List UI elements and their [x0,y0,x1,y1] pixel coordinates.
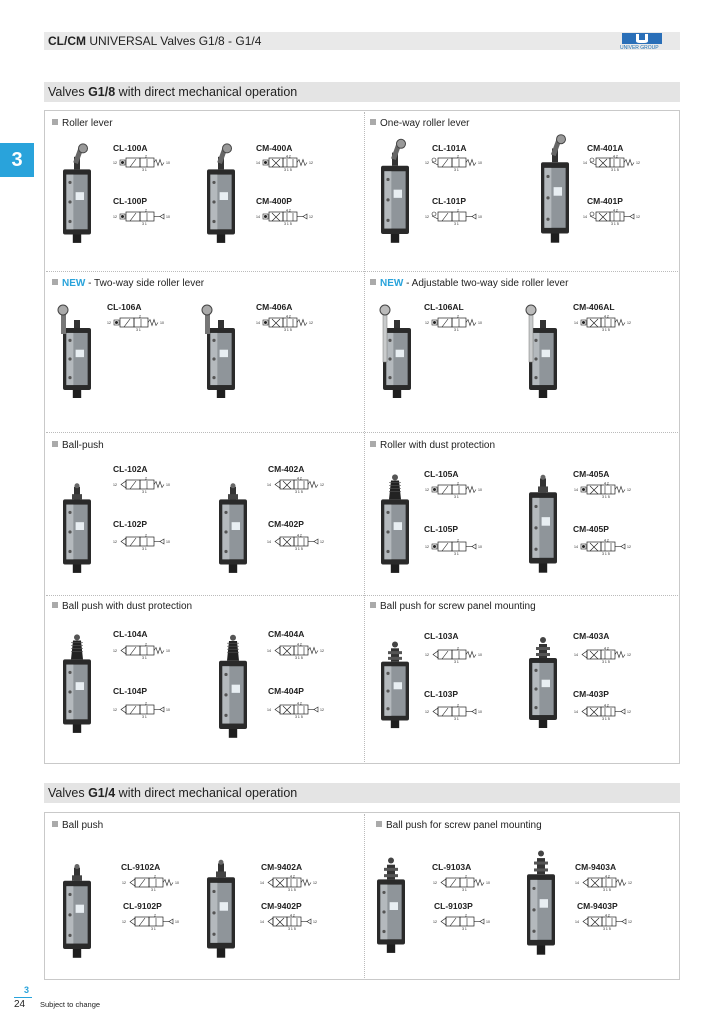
product-code: CM-9403P [577,901,618,911]
svg-text:4 2: 4 2 [604,646,609,651]
svg-text:3 1 5: 3 1 5 [602,552,610,556]
valve-symbol-3-2 [112,475,178,497]
svg-text:14: 14 [574,710,578,714]
svg-text:3 1 5: 3 1 5 [284,222,292,226]
valve-symbol-5-2 [266,532,332,554]
svg-text:10: 10 [486,881,490,885]
valve-photo [196,845,246,960]
svg-text:12: 12 [320,708,324,712]
svg-text:10: 10 [160,321,164,325]
svg-text:3 1: 3 1 [142,656,147,660]
svg-text:10: 10 [478,710,482,714]
valve-photo [208,470,258,575]
valve-symbol-5-2 [574,912,640,934]
valve-symbol-3-2 [432,912,498,934]
svg-text:12: 12 [113,161,117,165]
svg-text:4 2: 4 2 [286,314,291,319]
svg-text:3 1: 3 1 [142,168,147,172]
valve-photo [366,850,416,955]
svg-text:12: 12 [627,710,631,714]
svg-text:3 1: 3 1 [142,222,147,226]
svg-text:10: 10 [486,920,490,924]
svg-text:4 2: 4 2 [604,314,609,319]
svg-text:4 2: 4 2 [286,208,291,213]
svg-text:12: 12 [425,215,429,219]
svg-text:14: 14 [256,215,260,219]
svg-text:12: 12 [627,653,631,657]
product-code: CL-9103P [434,901,473,911]
svg-text:3 1 5: 3 1 5 [602,495,610,499]
cell-title: One-way roller lever [370,118,469,129]
product-code: CM-403A [573,631,610,641]
svg-text:3 1: 3 1 [454,717,459,721]
valve-photo [196,140,246,245]
svg-text:12: 12 [313,881,317,885]
svg-text:12: 12 [628,920,632,924]
svg-text:2: 2 [145,642,147,647]
footer-rule [14,997,32,998]
svg-text:10: 10 [166,540,170,544]
svg-text:3 1 5: 3 1 5 [611,168,619,172]
valve-symbol-5-2 [573,645,639,667]
product-code: CL-9103A [432,862,472,872]
svg-text:3 1: 3 1 [462,927,467,931]
product-code: CM-405A [573,469,610,479]
svg-text:2: 2 [457,703,459,708]
svg-text:12: 12 [309,321,313,325]
cell-title: Roller lever [52,118,113,129]
svg-text:10: 10 [175,920,179,924]
svg-text:10: 10 [478,321,482,325]
svg-text:3 1 5: 3 1 5 [295,656,303,660]
svg-text:2: 2 [154,913,156,918]
svg-text:3 1 5: 3 1 5 [288,927,296,931]
svg-text:2: 2 [457,314,459,319]
cell-title: Ball push with dust protection [52,601,192,612]
valve-symbol-5-2 [255,207,321,229]
valve-symbol-5-2 [255,313,321,335]
svg-text:12: 12 [113,483,117,487]
valve-symbol-3-2 [106,313,172,335]
product-code: CM-400P [256,196,292,206]
product-code: CL-104A [113,629,148,639]
svg-text:3 1 5: 3 1 5 [602,328,610,332]
product-code: CM-9403A [575,862,617,872]
svg-text:4 2: 4 2 [297,642,302,647]
page-number: 24 [14,999,26,1010]
svg-text:2: 2 [145,533,147,538]
svg-text:3 1 5: 3 1 5 [295,490,303,494]
valve-photo [52,140,102,245]
section2-title: Valves G1/4 with direct mechanical operation [48,786,298,800]
svg-text:3 1: 3 1 [454,552,459,556]
svg-text:3 1: 3 1 [454,168,459,172]
svg-text:12: 12 [113,540,117,544]
product-code: CL-100A [113,143,148,153]
svg-text:4 2: 4 2 [604,703,609,708]
cell-title: NEW - Two-way side roller lever [52,278,204,289]
svg-text:10: 10 [478,488,482,492]
svg-text:2: 2 [457,646,459,651]
svg-text:3 1: 3 1 [151,888,156,892]
svg-text:12: 12 [425,488,429,492]
svg-text:3 1: 3 1 [454,495,459,499]
valve-symbol-3-2 [121,873,187,895]
product-code: CM-9402P [261,901,302,911]
product-code: CL-101P [432,196,467,206]
svg-text:14: 14 [267,649,271,653]
cell-title: Roller with dust protection [370,440,495,451]
svg-text:12: 12 [320,649,324,653]
product-code: CL-105P [424,524,459,534]
svg-text:12: 12 [113,708,117,712]
svg-text:3 1 5: 3 1 5 [602,660,610,664]
svg-text:10: 10 [478,653,482,657]
svg-text:3 1 5: 3 1 5 [611,222,619,226]
product-code: CL-103P [424,689,459,699]
valve-photo [370,470,420,575]
valve-symbol-3-2 [424,207,490,229]
svg-text:12: 12 [309,161,313,165]
svg-text:2: 2 [145,476,147,481]
svg-text:12: 12 [320,540,324,544]
product-code: CL-104P [113,686,148,696]
svg-text:4 2: 4 2 [613,208,618,213]
svg-text:3 1 5: 3 1 5 [602,717,610,721]
svg-text:14: 14 [260,881,264,885]
svg-text:12: 12 [309,215,313,219]
svg-text:12: 12 [313,920,317,924]
product-code: CM-400A [256,143,293,153]
valve-symbol-5-2 [266,475,332,497]
svg-text:10: 10 [175,881,179,885]
svg-text:12: 12 [425,545,429,549]
svg-text:14: 14 [574,321,578,325]
svg-text:12: 12 [628,881,632,885]
svg-text:12: 12 [122,920,126,924]
product-code: CM-402A [268,464,305,474]
valve-photo [518,300,568,400]
svg-text:3 1 5: 3 1 5 [603,927,611,931]
svg-text:14: 14 [574,488,578,492]
valve-photo [52,470,102,575]
cell-title: NEW - Adjustable two-way side roller lever [370,278,568,289]
svg-text:3 1: 3 1 [136,328,141,332]
valve-symbol-5-2 [573,702,639,724]
page-title: CL/CM UNIVERSAL Valves G1/8 - G1/4 [48,34,262,48]
svg-text:3 1: 3 1 [454,222,459,226]
svg-text:10: 10 [166,161,170,165]
cell-title: Ball push for screw panel mounting [376,820,542,831]
svg-text:3 1 5: 3 1 5 [288,888,296,892]
svg-text:12: 12 [433,881,437,885]
svg-text:4 2: 4 2 [297,533,302,538]
footer-chapter: 3 [24,985,30,995]
svg-text:12: 12 [627,488,631,492]
svg-text:12: 12 [636,215,640,219]
svg-text:3 1 5: 3 1 5 [295,547,303,551]
svg-text:4 2: 4 2 [297,476,302,481]
panel-divider [364,814,365,978]
svg-text:4 2: 4 2 [605,874,610,879]
svg-text:2: 2 [145,701,147,706]
svg-text:2: 2 [457,538,459,543]
svg-text:2: 2 [457,154,459,159]
svg-text:14: 14 [267,483,271,487]
svg-text:12: 12 [122,881,126,885]
svg-text:14: 14 [583,161,587,165]
svg-text:2: 2 [457,481,459,486]
svg-text:14: 14 [583,215,587,219]
valve-symbol-5-2 [582,153,648,175]
product-code: CM-401A [587,143,624,153]
svg-text:12: 12 [113,215,117,219]
row-divider [46,595,678,596]
cell-title: Ball push for screw panel mounting [370,601,536,612]
valve-symbol-3-2 [112,532,178,554]
svg-text:10: 10 [166,483,170,487]
svg-text:10: 10 [166,649,170,653]
valve-photo [208,630,258,740]
svg-text:4 2: 4 2 [290,913,295,918]
footer-note: Subject to change [40,1000,101,1009]
svg-text:10: 10 [478,215,482,219]
svg-text:12: 12 [433,920,437,924]
valve-symbol-5-2 [574,873,640,895]
product-code: CL-103A [424,631,459,641]
valve-symbol-5-2 [259,873,325,895]
valve-symbol-3-2 [112,207,178,229]
valve-symbol-3-2 [121,912,187,934]
svg-text:14: 14 [574,545,578,549]
svg-text:2: 2 [457,208,459,213]
product-code: CM-9402A [261,862,303,872]
svg-text:3 1 5: 3 1 5 [284,168,292,172]
product-code: CM-404A [268,629,305,639]
svg-text:2: 2 [145,208,147,213]
svg-text:3 1: 3 1 [142,547,147,551]
product-code: CL-106AL [424,302,464,312]
svg-text:10: 10 [166,215,170,219]
valve-symbol-3-2 [424,480,490,502]
valve-photo [370,135,420,245]
svg-text:4 2: 4 2 [613,154,618,159]
valve-photo [516,842,566,957]
svg-text:2: 2 [145,154,147,159]
logo-text: UNIVER GROUP [620,45,659,51]
valve-photo [518,460,568,575]
valve-symbol-5-2 [259,912,325,934]
valve-photo [52,630,102,735]
valve-symbol-3-2 [112,153,178,175]
svg-text:12: 12 [627,321,631,325]
valve-photo [196,300,246,400]
product-code: CL-101A [432,143,467,153]
svg-text:14: 14 [575,881,579,885]
svg-text:4 2: 4 2 [604,481,609,486]
valve-symbol-3-2 [424,702,490,724]
svg-text:2: 2 [154,874,156,879]
svg-text:3 1: 3 1 [142,490,147,494]
svg-text:14: 14 [267,708,271,712]
valve-symbol-3-2 [424,313,490,335]
section2-panel [44,812,680,980]
product-code: CL-102A [113,464,148,474]
svg-text:14: 14 [267,540,271,544]
valve-photo [370,635,420,730]
product-code: CM-405P [573,524,609,534]
valve-photo [52,300,102,400]
product-code: CM-401P [587,196,623,206]
svg-text:3 1: 3 1 [454,328,459,332]
valve-symbol-3-2 [424,153,490,175]
cell-title: Ball push [52,820,103,831]
svg-text:10: 10 [166,708,170,712]
valve-photo [530,130,580,245]
section1-title: Valves G1/8 with direct mechanical operation [48,85,298,99]
svg-text:4 2: 4 2 [605,913,610,918]
svg-text:12: 12 [425,653,429,657]
svg-text:12: 12 [425,161,429,165]
svg-text:3 1: 3 1 [142,715,147,719]
valve-symbol-3-2 [112,700,178,722]
svg-text:4 2: 4 2 [604,538,609,543]
valve-photo [518,630,568,730]
product-code: CL-102P [113,519,148,529]
svg-text:12: 12 [107,321,111,325]
valve-symbol-5-2 [255,153,321,175]
row-divider [46,432,678,433]
chapter-tab: 3 [0,143,34,177]
svg-text:3 1: 3 1 [462,888,467,892]
svg-text:12: 12 [627,545,631,549]
svg-text:12: 12 [425,710,429,714]
svg-text:14: 14 [256,321,260,325]
valve-symbol-5-2 [573,480,639,502]
svg-text:4 2: 4 2 [286,154,291,159]
product-code: CL-9102A [121,862,161,872]
valve-symbol-5-2 [582,207,648,229]
product-code: CM-403P [573,689,609,699]
svg-text:2: 2 [139,314,141,319]
product-code: CM-404P [268,686,304,696]
valve-symbol-3-2 [424,645,490,667]
product-code: CL-9102P [123,901,162,911]
valve-photo [372,300,422,400]
svg-text:14: 14 [574,653,578,657]
valve-symbol-5-2 [266,700,332,722]
svg-text:3 1 5: 3 1 5 [295,715,303,719]
product-code: CL-106A [107,302,142,312]
valve-symbol-3-2 [432,873,498,895]
valve-photo [52,850,102,960]
svg-text:3 1 5: 3 1 5 [284,328,292,332]
svg-text:14: 14 [256,161,260,165]
svg-text:12: 12 [636,161,640,165]
svg-text:10: 10 [478,161,482,165]
svg-text:12: 12 [113,649,117,653]
svg-text:4 2: 4 2 [297,701,302,706]
panel-divider [364,112,365,762]
svg-text:4 2: 4 2 [290,874,295,879]
svg-text:2: 2 [465,874,467,879]
row-divider [46,271,678,272]
svg-text:2: 2 [465,913,467,918]
svg-text:14: 14 [575,920,579,924]
svg-text:3 1: 3 1 [151,927,156,931]
valve-symbol-3-2 [112,641,178,663]
product-code: CM-406AL [573,302,615,312]
svg-text:12: 12 [320,483,324,487]
valve-symbol-5-2 [573,313,639,335]
valve-symbol-5-2 [266,641,332,663]
svg-text:3 1 5: 3 1 5 [603,888,611,892]
product-code: CL-100P [113,196,148,206]
svg-text:10: 10 [478,545,482,549]
valve-symbol-5-2 [573,537,639,559]
valve-symbol-3-2 [424,537,490,559]
svg-text:3 1: 3 1 [454,660,459,664]
cell-title: Ball-push [52,440,104,451]
svg-text:12: 12 [425,321,429,325]
product-code: CM-406A [256,302,293,312]
product-code: CM-402P [268,519,304,529]
product-code: CL-105A [424,469,459,479]
svg-text:14: 14 [260,920,264,924]
